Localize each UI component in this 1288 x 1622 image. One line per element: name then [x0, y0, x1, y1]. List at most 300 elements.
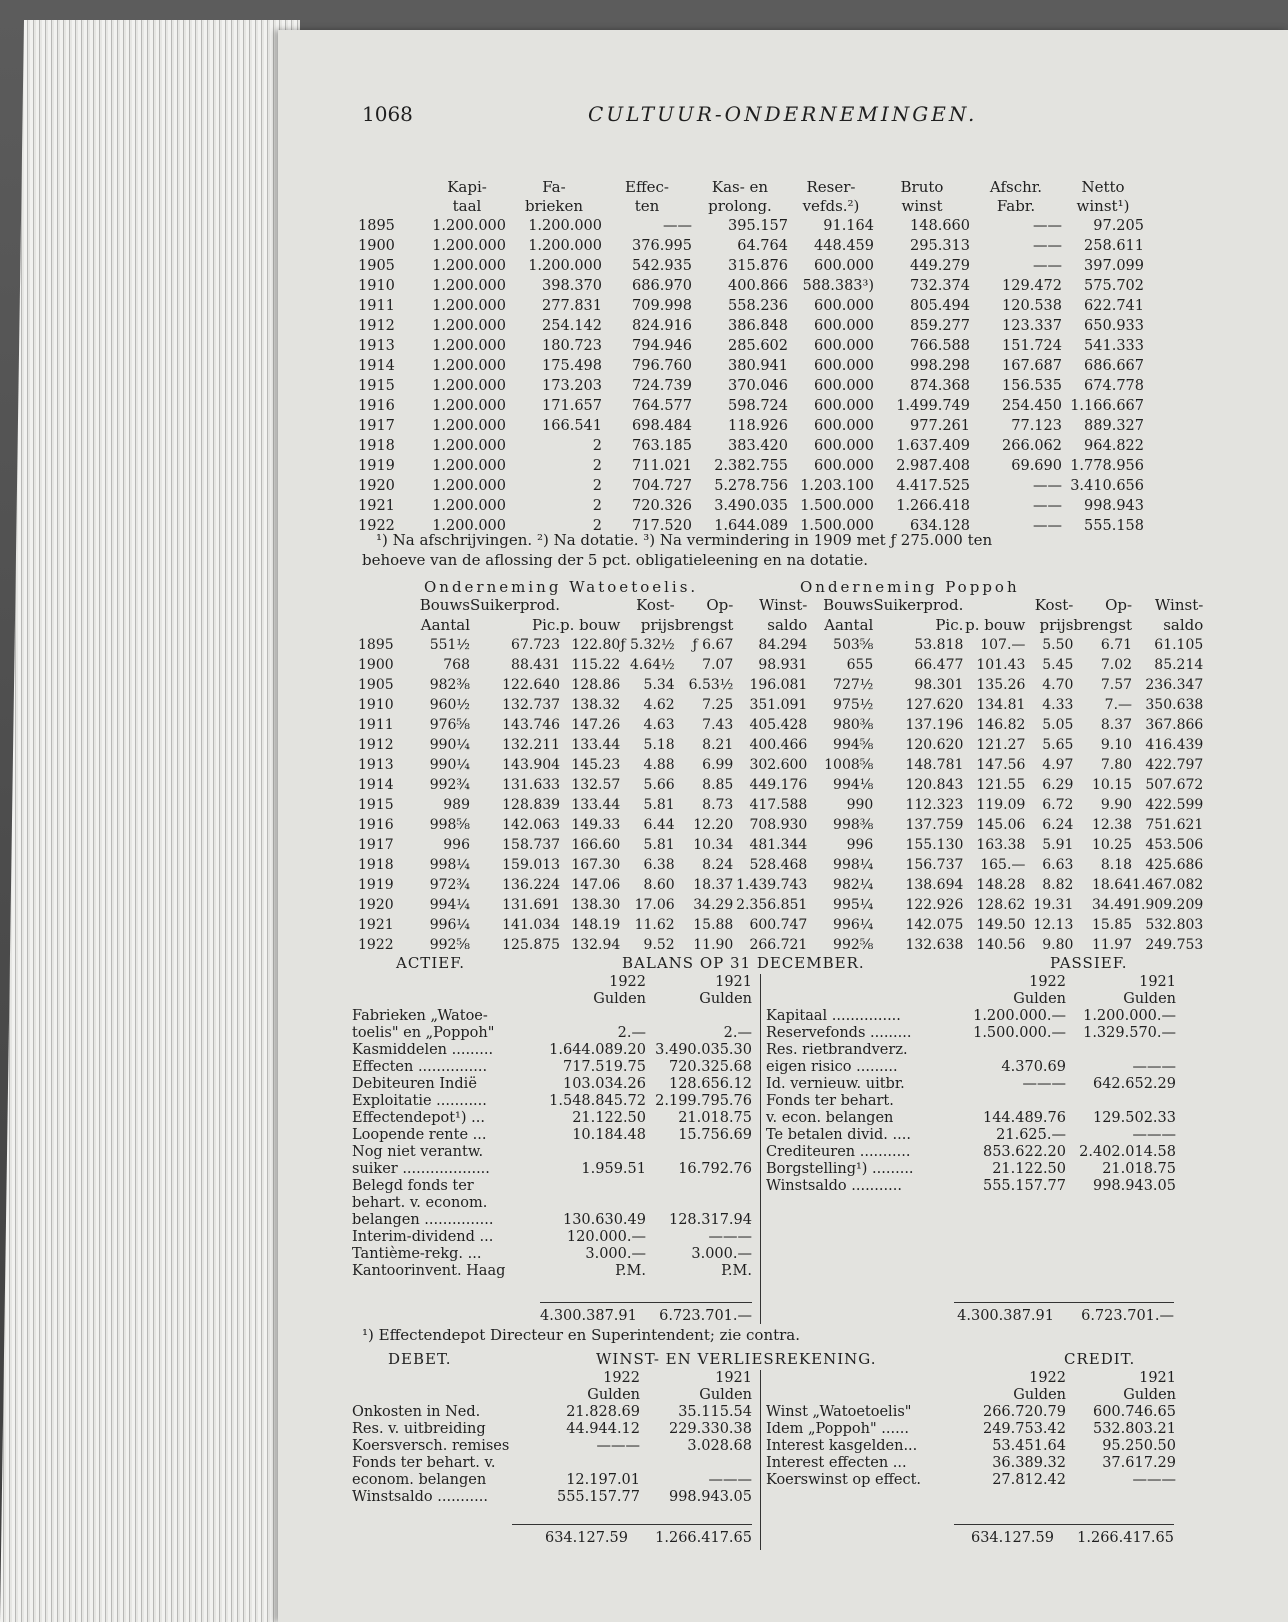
page-edges	[0, 20, 300, 1622]
value-cell: 763.185	[632, 438, 692, 454]
value-cell: 4.97	[1042, 757, 1074, 773]
ledger-value: 130.630.49	[562, 1212, 646, 1228]
value-cell: 5.278.756	[714, 478, 788, 494]
value-cell: 1.467.082	[1132, 877, 1204, 893]
ledger-row	[766, 1059, 1176, 1076]
value-cell: 5.65	[1042, 737, 1074, 753]
ledger-value: ———	[596, 1438, 640, 1454]
ledger-label: Winstsaldo ...........	[352, 1489, 488, 1505]
value-cell: 15.88	[693, 917, 734, 933]
value-cell: 85.214	[1154, 657, 1204, 673]
ledger-value: 95.250.50	[1102, 1438, 1176, 1454]
header-row	[352, 991, 752, 1008]
column-header: Effec-	[625, 178, 669, 196]
ledger-label: Kapitaal ...............	[766, 1008, 901, 1024]
value-cell: 151.724	[1002, 338, 1062, 354]
value-cell: 120.538	[1002, 298, 1062, 314]
value-cell: 448.459	[814, 238, 874, 254]
ledger-row	[766, 1161, 1176, 1178]
ledger-value: 555.157.77	[556, 1489, 640, 1505]
value-cell: 148.660	[910, 218, 970, 234]
value-cell: 977.261	[910, 418, 970, 434]
column-header: ten	[634, 197, 660, 215]
table-row	[358, 775, 1203, 795]
value-cell: 12.38	[1091, 817, 1133, 833]
year-header: 1921	[715, 974, 752, 990]
value-cell: 6.24	[1042, 817, 1074, 833]
value-cell: 142.063	[502, 817, 561, 833]
value-cell: 600.000	[814, 458, 874, 474]
column-header: Reser-	[806, 178, 856, 196]
value-cell: ƒ 5.32½	[620, 637, 675, 653]
ledger-value: 27.812.42	[992, 1472, 1066, 1488]
value-cell: 4.63	[643, 717, 675, 733]
value-cell: 258.611	[1084, 238, 1144, 254]
value-cell: 148.781	[905, 757, 964, 773]
value-cell: 9.10	[1100, 737, 1133, 753]
value-cell: 1.200.000	[432, 398, 506, 414]
total-rule	[954, 1524, 1174, 1525]
value-cell: 120.620	[905, 737, 964, 753]
ledger-value: ———	[1132, 1472, 1176, 1488]
value-cell: 66.477	[914, 657, 964, 673]
ledger-value: 103.034.26	[562, 1076, 646, 1092]
value-cell: 249.753	[1145, 937, 1204, 953]
value-cell: 7.57	[1100, 677, 1133, 693]
value-cell: 7.07	[702, 657, 734, 673]
ledger-value: 21.122.50	[572, 1110, 646, 1126]
value-cell: 4.62	[643, 697, 675, 713]
ledger-value: 36.389.32	[992, 1455, 1066, 1471]
value-cell: ƒ 6.67	[692, 637, 734, 653]
ledger-row	[766, 1076, 1176, 1093]
value-cell: 6.63	[1042, 857, 1074, 873]
year-cell: 1913	[358, 338, 395, 354]
ledger-label: Interest kasgelden...	[766, 1438, 918, 1454]
value-cell: 17.06	[634, 897, 675, 913]
column-header: Winst-	[1154, 596, 1204, 614]
ledger-row	[766, 1144, 1176, 1161]
ledger-value: 1.959.51	[581, 1161, 646, 1177]
value-cell: 686.970	[632, 278, 692, 294]
value-cell: 122.80	[571, 637, 621, 653]
value-cell: 10.34	[693, 837, 734, 853]
value-cell: 34.29	[693, 897, 734, 913]
value-cell: 15.85	[1091, 917, 1133, 933]
ledger-label: behart. v. econom.	[352, 1195, 488, 1211]
column-header	[963, 595, 1025, 615]
value-cell: 97.205	[1093, 218, 1144, 234]
value-cell: 5.50	[1042, 637, 1074, 653]
value-cell: 600.000	[814, 318, 874, 334]
table-row	[358, 935, 1203, 955]
total-value: 4.300.387.91	[957, 1308, 1054, 1324]
ledger-label: suiker ...................	[352, 1161, 490, 1177]
value-cell: 132.94	[571, 937, 621, 953]
value-cell: 159.013	[502, 857, 561, 873]
total-rule	[512, 1524, 752, 1525]
ledger-value	[542, 1178, 646, 1195]
ledger-value: 1.329.570.—	[1083, 1025, 1176, 1041]
value-cell: 600.000	[814, 418, 874, 434]
column-header: Pic.	[935, 616, 964, 634]
value-cell: 129.472	[1002, 278, 1062, 294]
value-cell: 101.43	[976, 657, 1026, 673]
value-cell: 598.724	[728, 398, 788, 414]
column-header: prijs	[1039, 616, 1074, 634]
value-cell: 600.000	[814, 438, 874, 454]
value-cell: 8.24	[702, 857, 734, 873]
ledger-value: 229.330.38	[668, 1421, 752, 1437]
value-cell: 1.500.000	[800, 518, 874, 534]
value-cell: 674.778	[1084, 378, 1144, 394]
value-cell: 1.200.000	[432, 438, 506, 454]
value-cell: 11.97	[1091, 937, 1133, 953]
value-cell: 143.904	[502, 757, 561, 773]
ledger-row	[352, 1076, 752, 1093]
ledger-value	[646, 1195, 752, 1212]
ledger-label: Reservefonds .........	[766, 1025, 912, 1041]
value-cell: 10.25	[1091, 837, 1133, 853]
ledger-row	[352, 1212, 752, 1229]
ledger-label: Koerswinst op effect.	[766, 1472, 922, 1488]
unit-header: Gulden	[1013, 991, 1066, 1007]
value-cell: 995¼	[833, 897, 874, 913]
ledger-row	[766, 1404, 1176, 1421]
value-cell: 1.644.089	[714, 518, 788, 534]
unit-header: Gulden	[1013, 1387, 1066, 1403]
ledger-value: 35.115.54	[678, 1404, 752, 1420]
value-cell: 634.128	[910, 518, 970, 534]
value-cell: 990¼	[429, 737, 470, 753]
unit-header: Gulden	[699, 991, 752, 1007]
value-cell: 998¼	[833, 857, 874, 873]
ledger-row	[766, 1421, 1176, 1438]
ledger-value: 720.325.68	[668, 1059, 752, 1075]
balance-left-totals	[540, 1308, 752, 1325]
header-row	[358, 615, 1203, 635]
value-cell: 8.73	[702, 797, 734, 813]
ledger-value: 21.018.75	[1102, 1161, 1176, 1177]
value-cell: 686.667	[1084, 358, 1144, 374]
year-cell: 1915	[358, 797, 394, 813]
value-cell: 61.105	[1154, 637, 1204, 653]
year-cell: 1922	[358, 937, 394, 953]
value-cell: 155.130	[905, 837, 964, 853]
value-cell: 1.200.000	[432, 378, 506, 394]
column-divider	[760, 974, 761, 1324]
value-cell: 254.450	[1002, 398, 1062, 414]
ledger-label: Winstsaldo ...........	[766, 1178, 902, 1194]
value-cell: 709.998	[632, 298, 692, 314]
value-cell: 964.822	[1084, 438, 1144, 454]
value-cell: 77.123	[1011, 418, 1062, 434]
ledger-value	[954, 1042, 1066, 1059]
value-cell: 405.428	[749, 717, 808, 733]
value-cell: 7.25	[702, 697, 734, 713]
value-cell: 122.640	[502, 677, 561, 693]
year-cell: 1912	[358, 737, 394, 753]
value-cell: 794.946	[632, 338, 692, 354]
ledger-label: Belegd fonds ter	[352, 1178, 474, 1194]
value-cell: 1.200.000	[432, 478, 506, 494]
table-row	[358, 675, 1203, 695]
ledger-value: 853.622.20	[982, 1144, 1066, 1160]
value-cell: 98.301	[914, 677, 964, 693]
year-cell: 1895	[358, 218, 395, 234]
column-header: brieken	[524, 197, 584, 215]
year-cell: 1915	[358, 378, 395, 394]
ledger-row	[352, 1421, 752, 1438]
value-cell: 350.638	[1145, 697, 1204, 713]
value-cell: 4.88	[643, 757, 675, 773]
value-cell: 708.930	[749, 817, 808, 833]
ledger-value: 144.489.76	[982, 1110, 1066, 1126]
value-cell: 34.49	[1091, 897, 1133, 913]
value-cell: 805.494	[910, 298, 970, 314]
ledger-value: P.M.	[721, 1263, 752, 1279]
value-cell: 998⅝	[429, 817, 470, 833]
value-cell: 1.200.000	[432, 258, 506, 274]
ledger-label: Winst „Watoetoelis"	[766, 1404, 912, 1420]
value-cell: 796.760	[632, 358, 692, 374]
value-cell: 1.200.000	[432, 298, 506, 314]
value-cell: 5.81	[643, 797, 675, 813]
ledger-value: 37.617.29	[1102, 1455, 1176, 1471]
value-cell: 12.13	[1033, 917, 1074, 933]
year-cell: 1913	[358, 757, 394, 773]
unit-header: Gulden	[1123, 1387, 1176, 1403]
value-cell: 11.62	[634, 917, 675, 933]
value-cell: 889.327	[1084, 418, 1144, 434]
value-cell: 996¼	[833, 917, 874, 933]
value-cell: 91.164	[823, 218, 874, 234]
value-cell: 503⅝	[833, 637, 874, 653]
ledger-row	[352, 1127, 752, 1144]
column-header: saldo	[767, 616, 808, 634]
value-cell: 5.05	[1042, 717, 1074, 733]
year-cell: 1911	[358, 298, 395, 314]
value-cell: 295.313	[910, 238, 970, 254]
column-header: Op-	[706, 596, 734, 614]
year-cell: 1900	[358, 238, 395, 254]
value-cell: 6.71	[1100, 637, 1133, 653]
ledger-value: 600.746.65	[1092, 1404, 1176, 1420]
table-row	[358, 715, 1203, 735]
value-cell: 989	[443, 797, 470, 813]
ledger-value	[532, 1455, 640, 1472]
value-cell: ——	[1033, 518, 1062, 534]
value-cell: 1.500.000	[800, 498, 874, 514]
value-cell: 166.541	[542, 418, 602, 434]
header-spacer	[352, 1387, 532, 1404]
value-cell: 8.60	[643, 877, 675, 893]
column-header: Afschr.	[989, 178, 1043, 196]
ledger-label: Res. v. uitbreiding	[352, 1421, 486, 1437]
value-cell: 6.38	[643, 857, 675, 873]
value-cell: 764.577	[632, 398, 692, 414]
ledger-value	[1066, 1042, 1176, 1059]
column-header: winst¹)	[1076, 197, 1130, 215]
value-cell: 5.45	[1042, 657, 1074, 673]
ledger-row	[352, 1059, 752, 1076]
ledger-row	[766, 1110, 1176, 1127]
value-cell: 994⅛	[833, 777, 874, 793]
value-cell: 383.420	[728, 438, 788, 454]
value-cell: 133.44	[571, 797, 621, 813]
value-cell: 1.200.000	[432, 418, 506, 434]
value-cell: 4.417.525	[896, 478, 970, 494]
value-cell: 156.737	[905, 857, 964, 873]
ledger-value: 3.000.—	[585, 1246, 646, 1262]
table-row	[358, 256, 1144, 276]
value-cell: 2	[592, 438, 602, 454]
value-cell: 146.82	[976, 717, 1026, 733]
value-cell: 558.236	[728, 298, 788, 314]
value-cell: 1.200.000	[528, 258, 602, 274]
year-cell: 1917	[358, 837, 394, 853]
value-cell: 5.18	[643, 737, 675, 753]
value-cell: 149.33	[571, 817, 621, 833]
value-cell: 140.56	[976, 937, 1026, 953]
value-cell: 5.81	[643, 837, 675, 853]
value-cell: 7.02	[1100, 657, 1133, 673]
value-cell: 136.224	[502, 877, 561, 893]
ledger-row	[766, 1042, 1176, 1059]
value-cell: 7.43	[702, 717, 734, 733]
value-cell: 315.876	[728, 258, 788, 274]
year-cell: 1914	[358, 358, 395, 374]
value-cell: 874.368	[910, 378, 970, 394]
ledger-value: 1.200.000.—	[973, 1008, 1066, 1024]
ledger-row	[766, 1438, 1176, 1455]
ledger-value: 53.451.64	[992, 1438, 1066, 1454]
value-cell: 145.23	[571, 757, 621, 773]
value-cell: 128.839	[502, 797, 561, 813]
value-cell: 395.157	[728, 218, 788, 234]
table-row	[358, 855, 1203, 875]
value-cell: 1.203.100	[800, 478, 874, 494]
year-cell: 1916	[358, 817, 394, 833]
ledger-label: Crediteuren ...........	[766, 1144, 911, 1160]
value-cell: ——	[1033, 478, 1062, 494]
header-spacer	[352, 991, 542, 1008]
ledger-label: Exploitatie ...........	[352, 1093, 487, 1109]
ledger-row	[766, 1008, 1176, 1025]
value-cell: 107.—	[980, 637, 1026, 653]
group-title-poppoh: Onderneming Poppoh	[800, 578, 1020, 596]
total-value: 634.127.59	[970, 1530, 1054, 1546]
value-cell: 53.818	[914, 637, 964, 653]
value-cell: 277.831	[542, 298, 602, 314]
ledger-label: Kasmiddelen .........	[352, 1042, 494, 1058]
value-cell: 84.294	[758, 637, 808, 653]
table-row	[358, 456, 1144, 476]
value-cell: 711.021	[632, 458, 692, 474]
value-cell: 119.09	[976, 797, 1026, 813]
value-cell: 131.691	[502, 897, 561, 913]
unit-header: Gulden	[699, 1387, 752, 1403]
value-cell: 64.764	[737, 238, 788, 254]
year-cell: 1916	[358, 398, 395, 414]
value-cell: 449.176	[749, 777, 808, 793]
ledger-row	[352, 1455, 752, 1472]
value-cell: 69.690	[1011, 458, 1062, 474]
ledger-value: 998.943.05	[668, 1489, 752, 1505]
column-header: Fabr.	[996, 197, 1036, 215]
column-header: Suikerprod.	[873, 596, 964, 614]
year-cell: 1910	[358, 697, 394, 713]
ledger-value: 532.803.21	[1092, 1421, 1176, 1437]
value-cell: 167.30	[571, 857, 621, 873]
value-cell: 982¼	[833, 877, 874, 893]
value-cell: 236.347	[1145, 677, 1204, 693]
ledger-label: Idem „Poppoh" ......	[766, 1421, 909, 1437]
value-cell: 145.06	[976, 817, 1026, 833]
ledger-row	[352, 1144, 752, 1161]
value-cell: 122.926	[905, 897, 964, 913]
ledger-value	[646, 1144, 752, 1161]
header-row	[352, 1370, 752, 1387]
ledger-row	[352, 1472, 752, 1489]
value-cell: 998⅜	[833, 817, 874, 833]
ledger-value: 249.753.42	[982, 1421, 1066, 1437]
column-header: prolong.	[708, 197, 772, 215]
ledger-row	[352, 1195, 752, 1212]
table-row	[358, 216, 1144, 236]
ledger-value: 4.370.69	[1001, 1059, 1066, 1075]
ledger-value	[646, 1008, 752, 1025]
value-cell: 149.50	[976, 917, 1026, 933]
year-cell: 1918	[358, 438, 395, 454]
value-cell: 173.203	[542, 378, 602, 394]
value-cell: 724.739	[632, 378, 692, 394]
value-cell: 1.266.418	[896, 498, 970, 514]
ledger-label: Fonds ter behart.	[766, 1093, 894, 1109]
total-value: 4.300.387.91	[540, 1308, 637, 1324]
ledger-row	[352, 1489, 752, 1506]
ledger-value	[646, 1178, 752, 1195]
ledger-value: ———	[708, 1229, 752, 1245]
value-cell: 600.000	[814, 298, 874, 314]
value-cell: 266.721	[749, 937, 808, 953]
value-cell: ——	[1033, 238, 1062, 254]
year-cell: 1920	[358, 478, 395, 494]
value-cell: 4.33	[1042, 697, 1074, 713]
table-row	[358, 695, 1203, 715]
value-cell: 532.803	[1145, 917, 1204, 933]
value-cell: 992⅝	[833, 937, 874, 953]
ledger-row	[352, 1263, 752, 1280]
column-header: Kas- en	[711, 178, 769, 196]
value-cell: 972¾	[429, 877, 470, 893]
value-cell: 125.875	[502, 937, 561, 953]
column-header: brengst	[674, 616, 734, 634]
value-cell: 128.62	[976, 897, 1026, 913]
year-cell: 1921	[358, 498, 395, 514]
column-header: p. bouw	[965, 616, 1026, 634]
value-cell: 2.382.755	[714, 458, 788, 474]
value-cell: 386.848	[728, 318, 788, 334]
value-cell: 196.081	[749, 677, 808, 693]
group-title-watoetoelis: Onderneming Watoetoelis.	[424, 578, 699, 596]
table-row	[358, 735, 1203, 755]
value-cell: 9.52	[643, 937, 675, 953]
value-cell: 3.490.035	[714, 498, 788, 514]
value-cell: 998.943	[1084, 498, 1144, 514]
value-cell: 422.599	[1145, 797, 1204, 813]
value-cell: 166.60	[571, 837, 621, 853]
